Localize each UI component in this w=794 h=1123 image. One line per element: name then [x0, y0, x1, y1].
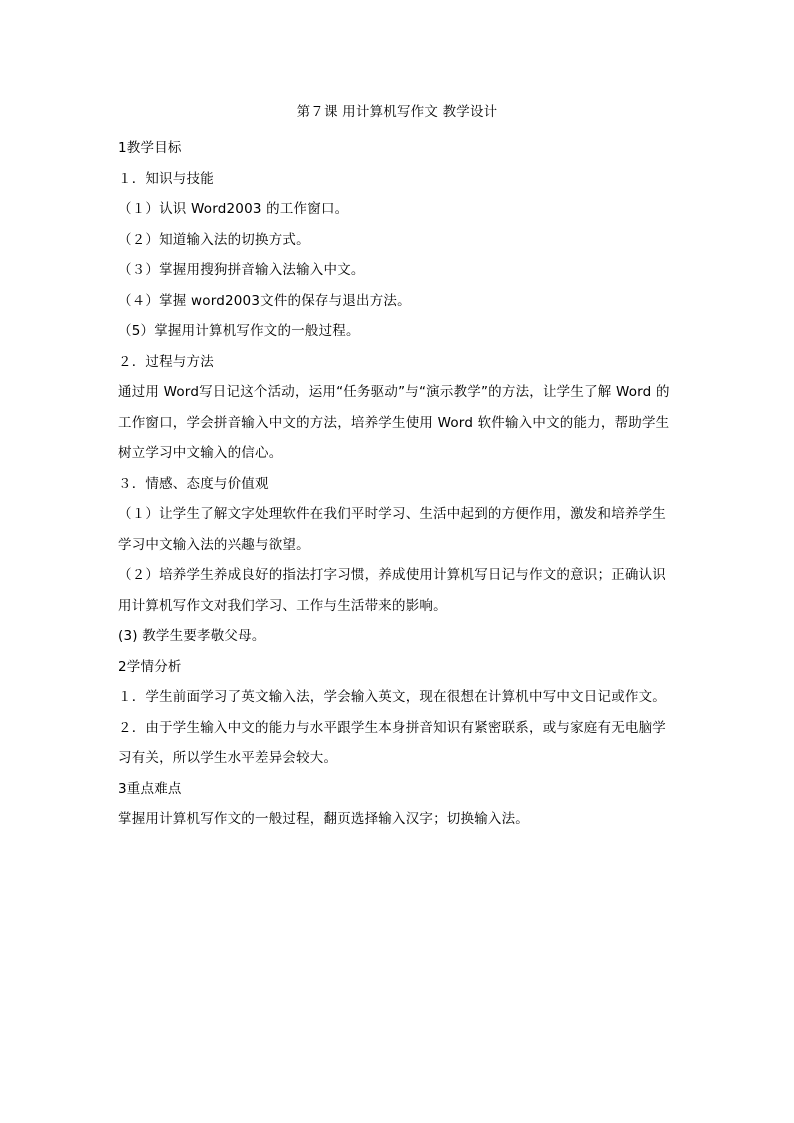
document-body — [118, 133, 678, 835]
list-item: （４）掌握 word2003文件的保存与退出方法。 — [118, 292, 411, 309]
paragraph-line: 用计算机写作文对我们学习、工作与生活带来的影响。 — [118, 597, 447, 614]
paragraph-line: 工作窗口，学会拼音输入中文的方法，培养学生使用 Word 软件输入中文的能力，帮助学生 — [118, 414, 670, 431]
document-title: 第７课 用计算机写作文 教学设计 — [296, 104, 498, 120]
subheading-knowledge-skills: １．知识与技能 — [118, 170, 214, 187]
section-heading-key-points: 3重点难点 — [118, 780, 182, 797]
section-heading-student-analysis: 2学情分析 — [118, 658, 182, 675]
list-item: (3) 教学生要孝敬父母。 — [118, 628, 266, 644]
list-item: （３）掌握用搜狗拼音输入法输入中文。 — [118, 262, 365, 278]
paragraph-line: 树立学习中文输入的信心。 — [118, 445, 283, 461]
paragraph-line: 学习中文输入法的兴趣与欲望。 — [118, 536, 310, 553]
paragraph-line: （２）培养学生养成良好的指法打字习惯，养成使用计算机写日记与作文的意识；正确认识 — [118, 567, 666, 583]
paragraph-line: （１）让学生了解文字处理软件在我们平时学习、生活中起到的方便作用，激发和培养学生 — [118, 506, 666, 522]
subheading-process-methods: ２．过程与方法 — [118, 353, 214, 370]
paragraph-line: ２．由于学生输入中文的能力与水平跟学生本身拼音知识有紧密联系，或与家庭有无电脑学 — [118, 719, 666, 736]
paragraph-line: 掌握用计算机写作文的一般过程，翻页选择输入汉字；切换输入法。 — [118, 811, 529, 827]
paragraph-line: 通过用 Word写日记这个活动，运用“任务驱动”与“演示教学”的方法，让学生了解 Word 的 — [118, 384, 670, 400]
list-item: （5）掌握用计算机写作文的一般过程。 — [118, 323, 360, 339]
list-item: （２）知道输入法的切换方式。 — [118, 231, 310, 248]
section-heading-teaching-goals: 1教学目标 — [118, 140, 182, 156]
list-item: （１）认识 Word2003 的工作窗口。 — [118, 201, 349, 217]
paragraph-line: 习有关，所以学生水平差异会较大。 — [118, 750, 338, 766]
subheading-attitude-values: ３．情感、态度与价值观 — [118, 475, 269, 492]
paragraph-line: １．学生前面学习了英文输入法，学会输入英文，现在很想在计算机中写中文日记或作文。 — [118, 689, 666, 705]
